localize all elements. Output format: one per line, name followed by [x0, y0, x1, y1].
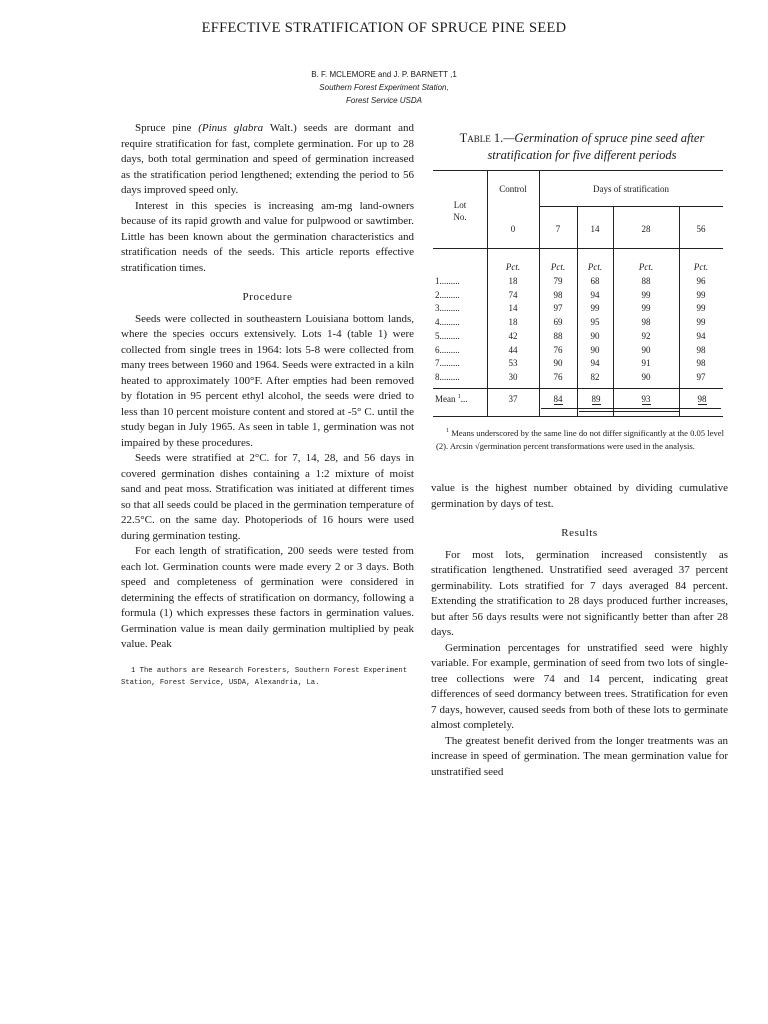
- lot-label: 4.........: [435, 317, 460, 328]
- table-cell: 42: [508, 330, 518, 341]
- period-header: 7: [555, 224, 561, 234]
- table-caption: [432, 130, 732, 164]
- lot-label: 1.........: [435, 276, 460, 286]
- lot-label: 7.........: [435, 358, 460, 369]
- table-cell: 92: [641, 330, 651, 341]
- unit-label: Pct.: [550, 262, 566, 272]
- lot-label: 6.........: [435, 344, 460, 355]
- unit-label: Pct.: [587, 262, 603, 272]
- table-cell: 94: [590, 289, 600, 300]
- procedure-paragraph-3: For each length of stratification, 200 seeds were tested from each lot. Germination counts were made every 2 or 3 days. Both speed and completeness of germination were considered in determining the effects of stratification on dormancy, following a formula (1) which expresses these factors in germination values. Germination value is mean daily germination multiplied by peak value. Peak: [121, 545, 414, 650]
- table-cell: 99: [696, 289, 706, 300]
- table-cell: 90: [590, 344, 600, 355]
- mean-label: Mean $^1$...: [435, 394, 468, 404]
- table-cell: 97: [553, 303, 563, 314]
- species-name: (Pinus glabra: [198, 122, 264, 134]
- mean-value: 84: [553, 394, 563, 404]
- lot-label: 3.........: [435, 303, 460, 314]
- table-cell: 90: [590, 330, 600, 341]
- table-cell: 99: [641, 289, 651, 300]
- significance-underline: [619, 408, 721, 409]
- header-no: No.: [453, 212, 467, 222]
- table-cell: 44: [508, 344, 518, 355]
- table-top-rule: [433, 170, 723, 171]
- lot-label: 2.........: [435, 289, 460, 300]
- table-cell: 96: [696, 276, 706, 286]
- lot-label: 5.........: [435, 330, 460, 341]
- table-header-mid-rule: [539, 206, 723, 207]
- header-days-of-stratification: Days of stratification: [593, 184, 669, 194]
- section-heading-procedure: Procedure: [242, 291, 293, 303]
- mean-value: 89: [591, 394, 601, 404]
- intro-paragraph-1: Spruce pine (Pinus glabra Walt.) seeds are dormant and require stratification for fast, complete germination. For up to 28 days, both total germination and speed of germination increased as the stratification period lengthened; extending the period to 56 days improved speed only.: [121, 122, 414, 196]
- table-cell: 79: [553, 276, 563, 286]
- period-header: 28: [641, 224, 651, 234]
- table-cell: 99: [696, 317, 706, 328]
- table-cell: 99: [641, 303, 651, 314]
- table-cell: 99: [696, 303, 706, 314]
- lot-label: 8.........: [435, 371, 460, 382]
- mean-value: 98: [697, 394, 707, 404]
- mean-value: 93: [641, 394, 651, 404]
- table-cell: 99: [590, 303, 600, 314]
- table-cell: 18: [508, 276, 518, 286]
- table-cell: 97: [696, 371, 706, 382]
- results-paragraph-3: The greatest benefit derived from the longer treatments was an increase in speed of germination. The mean germination value for unstratified seed: [431, 734, 728, 778]
- right-column: [431, 481, 728, 780]
- results-paragraph-2: Germination percentages for unstratified seed were highly variable. For example, germination of seed from two lots of single-tree collections were 74 and 14 percent, indicating great differences of seed dormancy between trees. Stratification for even 7 days, however, caused seeds from both of these lots to germinate almost completely.: [431, 641, 728, 731]
- affiliation-line-2: Forest Service USDA: [345, 96, 423, 105]
- section-heading-results: Results: [561, 527, 598, 539]
- author-block: [0, 68, 768, 107]
- mean-value: 37: [508, 394, 518, 404]
- unit-label: Pct.: [505, 262, 521, 272]
- table-cell: 98: [641, 317, 651, 328]
- table-cell: 69: [553, 317, 563, 328]
- germination-table: [433, 170, 723, 416]
- table-cell: 88: [553, 330, 563, 341]
- table-cell: 98: [696, 358, 706, 369]
- table-note: $^1$ Means underscored by the same line do not differ significantly at the 0.05 level (2). Arcsin √germination percent transformations were used in the analysis.: [436, 427, 724, 451]
- table-cell: 68: [590, 276, 600, 286]
- table-cell: 76: [553, 371, 563, 382]
- author-footnote: 1 The authors are Research Foresters, Southern Forest Experiment Station, Forest Service, USDA, Alexandria, La.: [121, 666, 408, 687]
- table-cell: 90: [553, 358, 563, 369]
- table-cell: 98: [553, 289, 563, 300]
- period-header: 0: [510, 224, 516, 234]
- table-cell: 90: [641, 344, 651, 355]
- left-column: [121, 121, 414, 689]
- unit-label: Pct.: [638, 262, 654, 272]
- table-cell: 94: [696, 330, 706, 341]
- results-paragraph-1: For most lots, germination increased consistently as stratification lengthened. Unstratified seed averaged 37 percent germinability. Lots stratified for 7 days averaged 84 percent. Extending the stratification to 28 days produced further increases, but after 56 days results were not significantly better than after 28 days.: [431, 548, 728, 638]
- table-cell: 76: [553, 344, 563, 355]
- table-cell: 14: [508, 303, 518, 314]
- procedure-paragraph-2: Seeds were stratified at 2°C. for 7, 14, 28, and 56 days in covered germination dishes containing a 1:2 mixture of moist sand and peat moss. Stratification was initiated at different times so that all seeds could be placed in the germination temperature of 22.5°C. on the same day. Photoperiods of 16 hours were used during germination testing.: [121, 452, 414, 542]
- table-cell: 91: [641, 358, 651, 369]
- period-header: 56: [696, 224, 706, 234]
- table-cell: 98: [696, 344, 706, 355]
- table-cell: 95: [590, 317, 600, 328]
- table-caption-text: —Germination of spruce pine seed after stratification for five different periods: [487, 131, 705, 162]
- table-cell: 88: [641, 276, 651, 286]
- table-cell: 30: [508, 371, 518, 382]
- table-cell: 74: [508, 289, 518, 300]
- period-header: 14: [590, 224, 600, 234]
- table-caption-label: Table 1.: [459, 131, 504, 145]
- table-bottom-rule: [433, 416, 723, 417]
- intro-paragraph-2: Interest in this species is increasing am-mg land-owners because of its rapid growth and value for pulpwood or sawtimber. Little has been known about the germination characteristics and stratification needs of the seeds. This article reports effective stratification times.: [121, 199, 414, 274]
- procedure-paragraph-1: Seeds were collected in southeastern Louisiana bottom lands, where the species occurs extensively. Lots 1-4 (table 1) were collected from single trees in 1964: lots 5-8 were collected from many trees between 1960 and 1964. Seeds were extracted in a kiln heated to approximately 100°F. After empties had been removed by flotation in 95 percent ethyl alcohol, the seeds were dried to less than 10 percent moisture content and stored at -5° C. until the study began in July 1965. As seen in table 1, germination was not impaired by these procedures.: [121, 312, 414, 449]
- header-lot: Lot: [453, 200, 467, 210]
- author-names: B. F. MCLEMORE and J. P. BARNETT ,1: [311, 70, 457, 79]
- significance-underline: [579, 411, 679, 412]
- unit-label: Pct.: [693, 262, 709, 272]
- table-cell: 94: [590, 358, 600, 369]
- affiliation-line-1: Southern Forest Experiment Station,: [319, 83, 449, 92]
- header-control: Control: [499, 184, 527, 194]
- table-cell: 82: [590, 371, 600, 382]
- procedure-continuation: value is the highest number obtained by dividing cumulative germination by days of test.: [431, 482, 728, 510]
- table-cell: 18: [508, 317, 518, 328]
- table-cell: 90: [641, 371, 651, 382]
- article-title: EFFECTIVE STRATIFICATION OF SPRUCE PINE SEED: [201, 20, 567, 36]
- table-cell: 53: [508, 358, 518, 369]
